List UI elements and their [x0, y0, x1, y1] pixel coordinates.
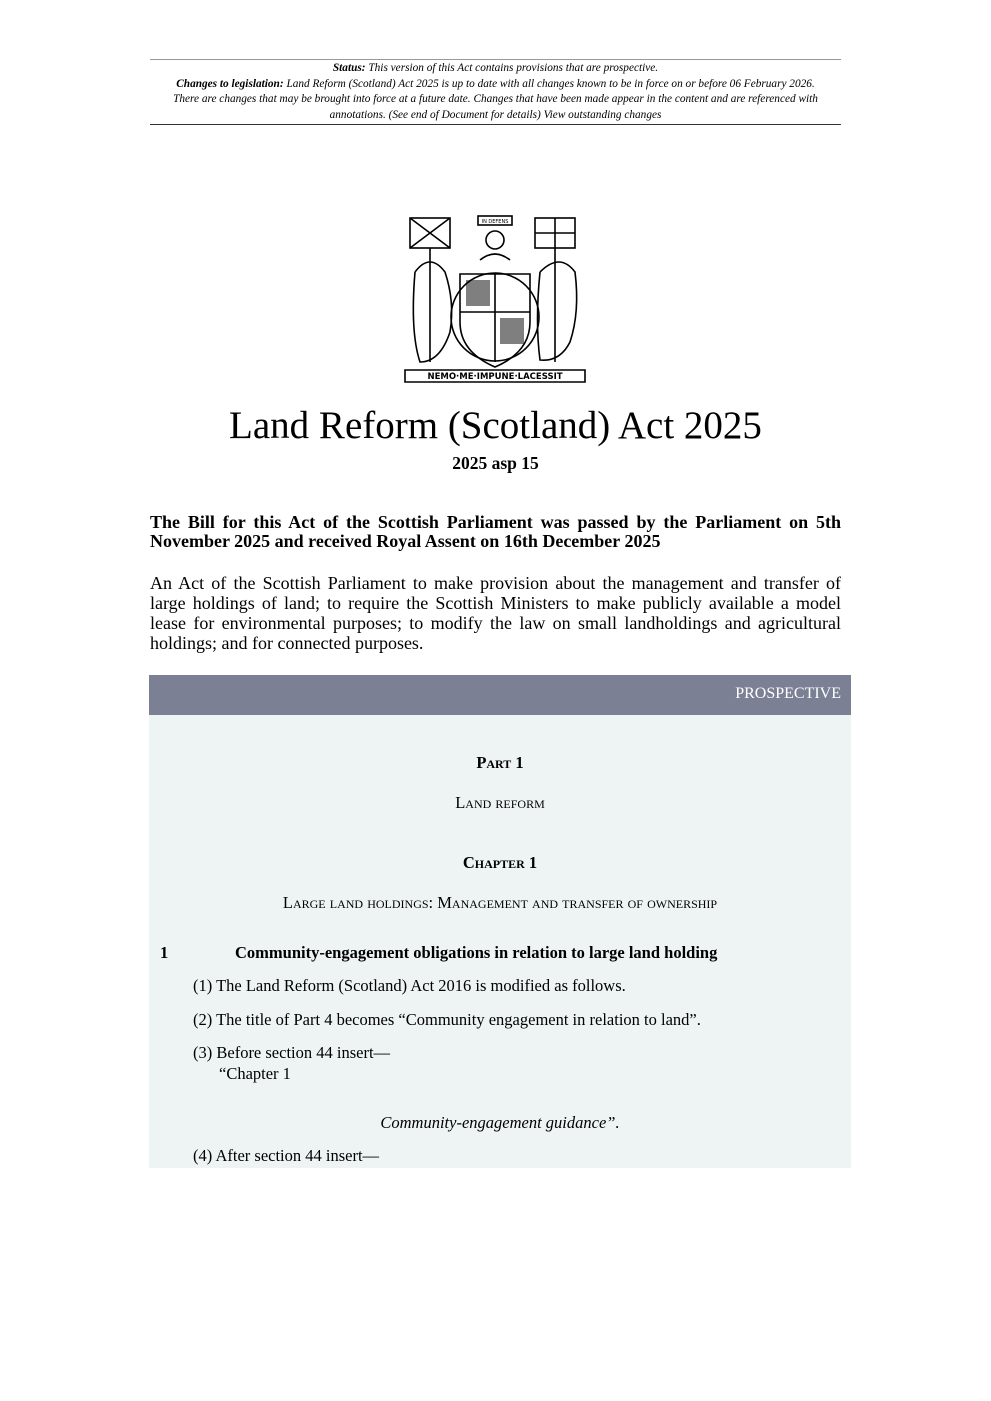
royal-coat-of-arms-logo — [400, 212, 590, 384]
legislation-content-panel — [149, 715, 851, 1168]
subsection: (4) After section 44 insert— — [193, 1146, 380, 1165]
prospective-label: PROSPECTIVE — [735, 685, 841, 702]
section-heading: Community-engagement obligations in relation to large land holding — [235, 943, 718, 962]
crest-scroll: IN DEFENS — [481, 219, 509, 225]
status-text: This version of this Act contains provisions that are prospective. — [368, 62, 659, 74]
enacting-statement: The Bill for this Act of the Scottish Parliament was passed by the Parliament on 5th November 2025 and received Royal Assent on 16th December 2025 — [150, 512, 841, 551]
status-label: Status: — [332, 62, 366, 74]
status-box — [150, 59, 841, 125]
chapter-number: Chapter 1 — [462, 853, 538, 872]
chapter-title: Large land holdings: Management and transfer of ownership — [282, 893, 718, 912]
crest-motto: NEMO·ME·IMPUNE·LACESSIT — [427, 372, 563, 382]
part-title: Land reform — [455, 793, 545, 812]
prospective-banner — [149, 675, 851, 715]
changes-text: Land Reform (Scotland) Act 2025 is up to date with all changes known to be in force on or before 06 February 2026. There are changes that may be brought into force at a future date. Changes that have been made appear in the content and are referenced with annotations. (See end of Document for details) View outstanding changes — [173, 77, 818, 121]
section-number: 1 — [160, 943, 169, 962]
act-title: Land Reform (Scotland) Act 2025 — [229, 404, 762, 447]
act-citation: 2025 asp 15 — [452, 453, 539, 473]
subsection: (2) The title of Part 4 becomes “Community engagement in relation to land”. — [193, 1010, 701, 1029]
inserted-chapter: “Chapter 1 — [219, 1064, 291, 1083]
inserted-heading: Community-engagement guidance”. — [380, 1113, 620, 1132]
long-title: An Act of the Scottish Parliament to make provision about the management and transfer of large holdings of land; to require the Scottish Ministers to make publicly available a model lease for environmental purposes; to modify the law on small landholdings and agricultural holdings; and for connected purposes. — [150, 573, 841, 653]
changes-label: Changes to legislation: — [176, 77, 284, 90]
subsection: (3) Before section 44 insert— — [193, 1043, 391, 1062]
part-number: Part 1 — [476, 753, 524, 772]
subsection: (1) The Land Reform (Scotland) Act 2016 is modified as follows. — [193, 976, 626, 995]
